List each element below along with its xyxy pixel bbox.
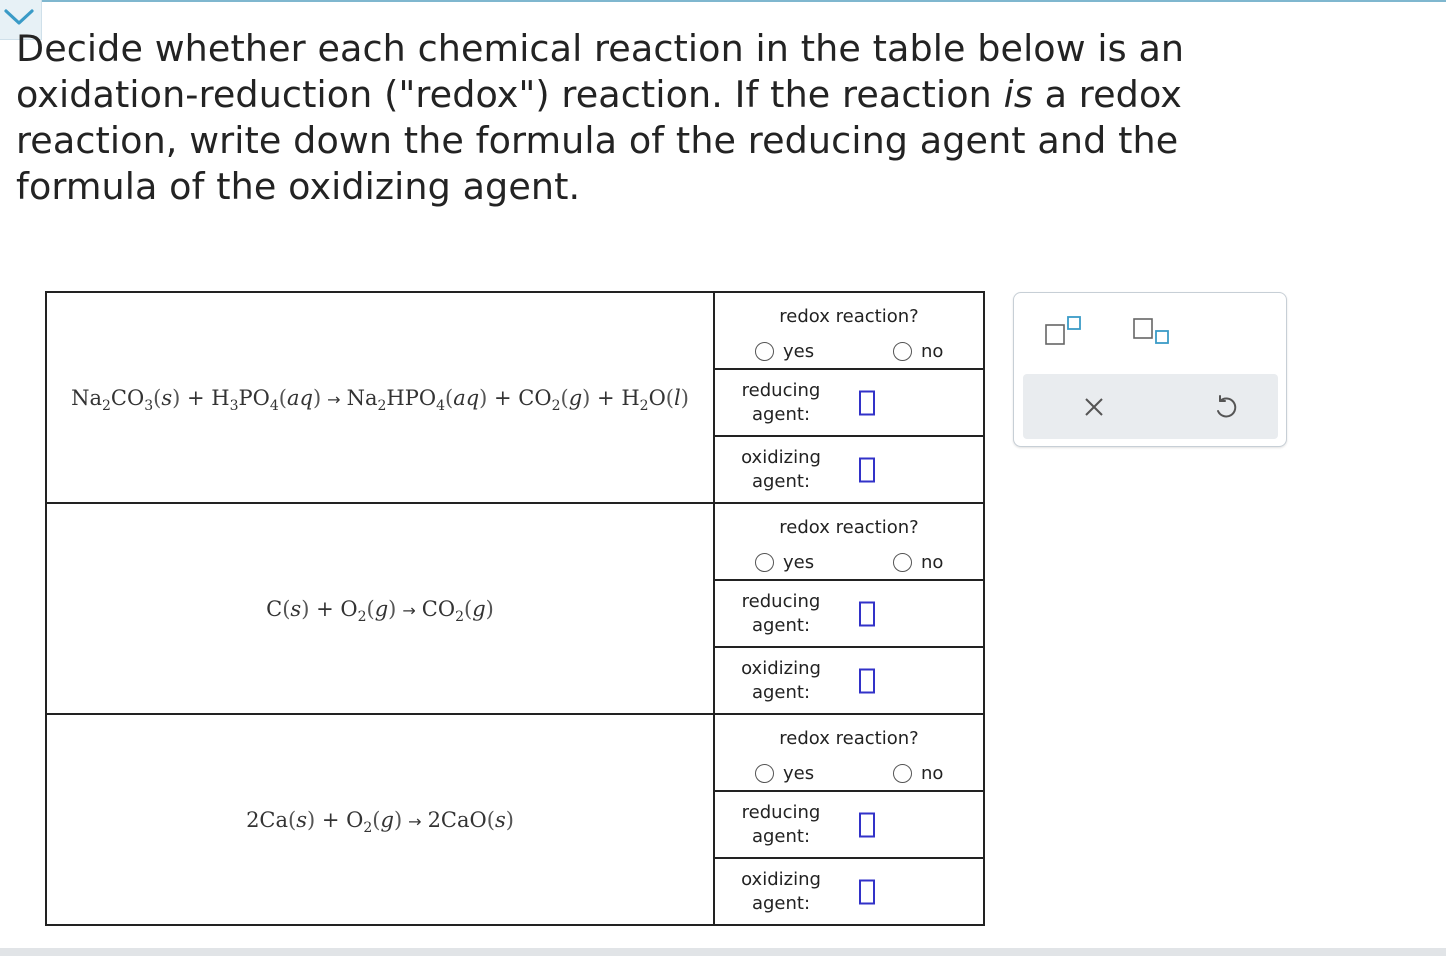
top-accent-line [0, 0, 1446, 2]
redox-question-label: redox reaction? [779, 517, 919, 538]
radio-button[interactable] [755, 553, 774, 572]
reducing-agent-label: reducing agent: [741, 379, 821, 425]
redox-yes-option[interactable]: yes [755, 341, 814, 362]
radio-button[interactable] [755, 764, 774, 783]
close-icon [1081, 394, 1107, 420]
reducing-agent-row [715, 581, 983, 648]
redox-yes-option[interactable]: yes [755, 552, 814, 573]
reducing-agent-row [715, 370, 983, 437]
reducing-agent-row [715, 792, 983, 859]
bottom-bar [0, 948, 1446, 956]
radio-button[interactable] [893, 342, 912, 361]
undo-button[interactable] [1211, 393, 1239, 421]
oxidizing-agent-row [715, 437, 983, 502]
answer-panel-2 [714, 503, 984, 714]
redox-question-label: redox reaction? [779, 306, 919, 327]
oxidizing-agent-input[interactable] [859, 457, 875, 482]
oxidizing-agent-label: oxidizing agent: [741, 868, 821, 914]
redox-no-option[interactable]: no [893, 552, 943, 573]
undo-icon [1211, 393, 1239, 421]
formula-toolbox [1013, 292, 1287, 447]
oxidizing-agent-input[interactable] [859, 879, 875, 904]
oxidizing-agent-input[interactable] [859, 668, 875, 693]
superscript-icon [1044, 315, 1088, 347]
reaction-equation-3: $2Ca(s) + O_2(g) \to 2CaO(s)$ [46, 714, 714, 925]
reaction-equation-1: $Na_2CO_3(s) + H_3PO_4(aq) \to Na_2HPO_4(aq) + CO_2(g) + H_2O(l)$ [46, 292, 714, 503]
redox-question [715, 715, 983, 792]
toolbox-actions [1023, 374, 1278, 439]
reducing-agent-input[interactable] [859, 812, 875, 837]
oxidizing-agent-label: oxidizing agent: [741, 657, 821, 703]
reducing-agent-input[interactable] [859, 601, 875, 626]
oxidizing-agent-label: oxidizing agent: [741, 446, 821, 492]
redox-no-option[interactable]: no [893, 341, 943, 362]
reactions-table [45, 291, 985, 926]
redox-yes-option[interactable]: yes [755, 763, 814, 784]
subscript-button[interactable] [1132, 315, 1176, 347]
question-prompt: Decide whether each chemical reaction in the table below is an oxidation-reduction ("redox") reaction. If the reaction is a redox reaction, write down the formula of the reducing agent and the formula of the oxidizing agent. [16, 27, 1185, 208]
reducing-agent-label: reducing agent: [741, 801, 821, 847]
radio-button[interactable] [893, 553, 912, 572]
reducing-agent-label: reducing agent: [741, 590, 821, 636]
answer-panel-1 [714, 292, 984, 503]
reaction-row-2 [46, 503, 984, 714]
oxidizing-agent-row [715, 859, 983, 924]
radio-button[interactable] [755, 342, 774, 361]
reaction-equation-2: $C(s) + O_2(g) \to CO_2(g)$ [46, 503, 714, 714]
radio-button[interactable] [893, 764, 912, 783]
redox-no-option[interactable]: no [893, 763, 943, 784]
oxidizing-agent-row [715, 648, 983, 713]
superscript-button[interactable] [1044, 315, 1088, 347]
redox-question-label: redox reaction? [779, 728, 919, 749]
answer-panel-3 [714, 714, 984, 925]
subscript-icon [1132, 315, 1176, 347]
reducing-agent-input[interactable] [859, 390, 875, 415]
clear-button[interactable] [1081, 394, 1107, 420]
redox-question [715, 293, 983, 370]
redox-question [715, 504, 983, 581]
reaction-row-3 [46, 714, 984, 925]
reaction-row-1 [46, 292, 984, 503]
